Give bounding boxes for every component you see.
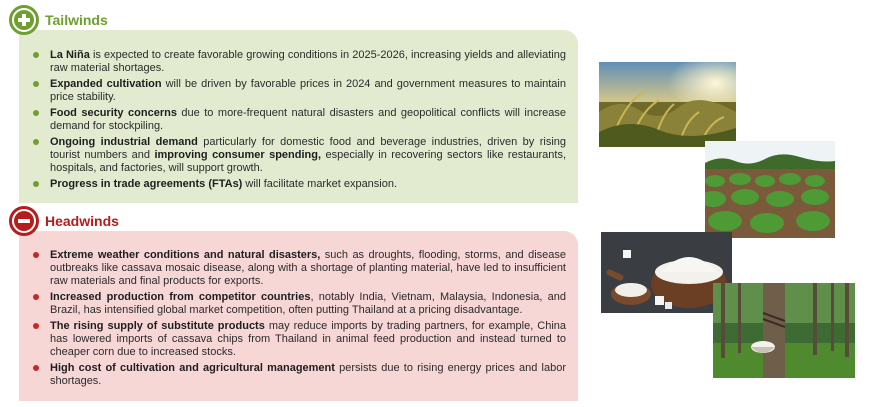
tailwinds-list xyxy=(32,49,566,194)
plus-icon xyxy=(9,5,39,35)
rice-field-photo xyxy=(599,62,736,147)
list-item: Extreme weather conditions and natural disasters, such as droughts, flooding, storms, and disease outbreaks like cassava mosaic disease, along with a shortage of planting material, have led to insufficient raw materials and final products for exports. xyxy=(32,249,566,288)
list-item: Progress in trade agreements (FTAs) will facilitate market expansion. xyxy=(32,178,566,191)
list-item: Food security concerns due to more-frequent natural disasters and geopolitical conflicts will increase demand for stockpiling. xyxy=(32,107,566,133)
cassava-field-photo xyxy=(705,141,835,238)
list-item: Expanded cultivation will be driven by favorable prices in 2024 and government measures to maintain price stability. xyxy=(32,78,566,104)
list-item: The rising supply of substitute products may reduce imports by trading partners, for example, China has lowered imports of cassava chips from Thailand in animal feed production and instead turned to cheaper corn due to increased stocks. xyxy=(32,320,566,359)
list-item: Ongoing industrial demand particularly for domestic food and beverage industries, driven by rising tourist numbers and improving consumer spending, especially in recovering sectors like restaurants, hospitals, and factories, will support growth. xyxy=(32,136,566,175)
list-item: Increased production from competitor countries, notably India, Vietnam, Malaysia, Indonesia, and Brazil, has intensified global market competition, often putting Thailand at a pricing disadvantage. xyxy=(32,291,566,317)
headwinds-title: Headwinds xyxy=(45,213,119,229)
rubber-tapping-photo xyxy=(713,283,855,378)
tailwinds-title: Tailwinds xyxy=(45,12,108,28)
minus-icon xyxy=(9,206,39,236)
list-item: High cost of cultivation and agricultural management persists due to rising energy prices and labor shortages. xyxy=(32,362,566,388)
list-item: La Niña is expected to create favorable growing conditions in 2025-2026, increasing yields and alleviating raw material shortages. xyxy=(32,49,566,75)
headwinds-list xyxy=(32,249,566,391)
